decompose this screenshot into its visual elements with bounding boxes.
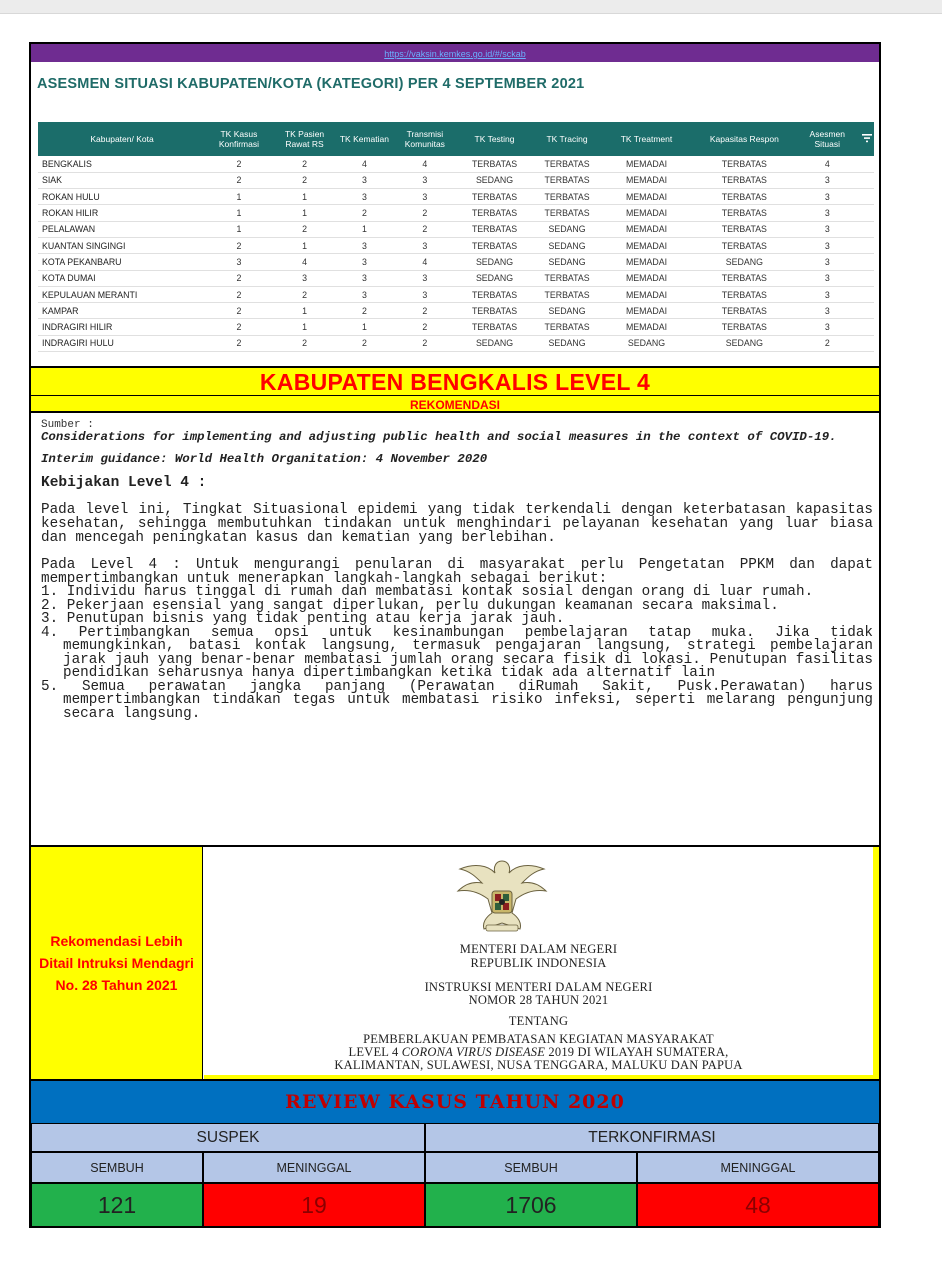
meninggal-label: MENINGGAL bbox=[720, 1160, 796, 1175]
source-title: Considerations for implementing and adjusting public health and social measures in the context of COVID-19. bbox=[41, 430, 837, 444]
doc-line-5: TENTANG bbox=[508, 1014, 569, 1028]
table-cell: TERBATAS bbox=[531, 205, 604, 221]
table-cell: MEMADAI bbox=[603, 286, 689, 302]
table-cell: 2 bbox=[206, 237, 272, 253]
table-cell: MEMADAI bbox=[603, 156, 689, 172]
value: 1706 bbox=[505, 1192, 557, 1218]
table-cell: SEDANG bbox=[690, 335, 799, 351]
assessment-table bbox=[38, 122, 874, 352]
table-cell: 1 bbox=[206, 205, 272, 221]
table-cell: 4 bbox=[391, 254, 458, 270]
table-cell: 3 bbox=[799, 221, 855, 237]
region-name-cell: KAMPAR bbox=[38, 303, 206, 319]
table-cell: TERBATAS bbox=[458, 156, 531, 172]
table-cell: 2 bbox=[272, 286, 338, 302]
table-cell: 2 bbox=[337, 205, 391, 221]
policy-list bbox=[41, 586, 873, 721]
table-cell-pad bbox=[855, 303, 874, 319]
table-cell: 2 bbox=[272, 221, 338, 237]
region-name-cell: KUANTAN SINGINGI bbox=[38, 237, 206, 253]
doc-line-2: REPUBLIK INDONESIA bbox=[470, 956, 607, 970]
table-cell: 3 bbox=[337, 270, 391, 286]
table-cell: MEMADAI bbox=[603, 303, 689, 319]
filter-icon[interactable] bbox=[862, 133, 872, 145]
table-cell: 4 bbox=[391, 156, 458, 172]
top-strip bbox=[0, 0, 942, 14]
doc-line-1: MENTERI DALAM NEGERI bbox=[459, 942, 618, 956]
region-name-cell: ROKAN HILIR bbox=[38, 205, 206, 221]
table-cell-pad bbox=[855, 156, 874, 172]
level-banner-text: KABUPATEN BENGKALIS LEVEL 4 bbox=[259, 369, 651, 395]
table-row bbox=[38, 319, 874, 335]
table-cell: 1 bbox=[272, 303, 338, 319]
review-title: REVIEW KASUS TAHUN 2020 bbox=[285, 1091, 625, 1113]
table-cell: 4 bbox=[272, 254, 338, 270]
table-cell: TERBATAS bbox=[690, 156, 799, 172]
table-cell: 2 bbox=[272, 172, 338, 188]
col-header[interactable]: TK Tracing bbox=[531, 122, 604, 156]
infographic-sheet bbox=[29, 42, 881, 1228]
table-cell: 3 bbox=[337, 189, 391, 205]
suspek-label: SUSPEK bbox=[196, 1128, 260, 1146]
table-cell-pad bbox=[855, 254, 874, 270]
table-cell: TERBATAS bbox=[531, 172, 604, 188]
instruction-label: Rekomendasi Lebih Ditail Intruksi Mendagri No. 28 Tahun 2021 bbox=[39, 933, 194, 993]
table-cell: SEDANG bbox=[531, 221, 604, 237]
table-cell: 2 bbox=[391, 303, 458, 319]
konfirmasi-sembuh-value bbox=[425, 1183, 637, 1228]
table-cell: MEMADAI bbox=[603, 237, 689, 253]
meninggal-label: MENINGGAL bbox=[276, 1160, 352, 1175]
level-banner bbox=[31, 366, 879, 396]
list-item: 5. Semua perawatan jangka panjang (Perawatan diRumah Sakit, Pusk.Perawatan) harus mempertimbangkan tindakan tegas untuk membatasi risiko infeksi, seperti melarang pengunjung secara langsung. bbox=[41, 678, 873, 722]
table-cell-pad bbox=[855, 172, 874, 188]
recommendation-banner bbox=[31, 396, 879, 413]
recommendation-text bbox=[41, 420, 873, 721]
instruction-label-panel bbox=[31, 847, 203, 1079]
table-cell: 3 bbox=[391, 286, 458, 302]
table-cell: 3 bbox=[799, 189, 855, 205]
table-cell: 2 bbox=[272, 156, 338, 172]
table-cell: 2 bbox=[799, 335, 855, 351]
table-cell: 3 bbox=[272, 270, 338, 286]
region-name-cell: INDRAGIRI HULU bbox=[38, 335, 206, 351]
table-cell: 3 bbox=[799, 286, 855, 302]
list-item: 4. Pertimbangkan semua opsi untuk kesinambungan pembelajaran tatap muka. Jika tidak memungkinkan, batasi kontak langsung, termasuk pengajaran langsung, strategi pembelajaran jarak jauh yang benar-benar membatasi jumlah orang secara fisik di lokasi. Penutupan fasilitas pendidikan seharusnya hanya dipertimbangkan ketika tidak ada alternatif lain bbox=[41, 624, 873, 682]
page-title: ASESMEN SITUASI KABUPATEN/KOTA (KATEGORI) PER 4 SEPTEMBER 2021 bbox=[37, 76, 585, 92]
table-cell: MEMADAI bbox=[603, 319, 689, 335]
table-cell: 3 bbox=[799, 205, 855, 221]
suspek-header bbox=[31, 1123, 425, 1152]
table-cell: 2 bbox=[206, 286, 272, 302]
table-cell: 1 bbox=[272, 189, 338, 205]
table-cell: 1 bbox=[272, 205, 338, 221]
review-title-bar bbox=[31, 1079, 879, 1123]
table-cell: 3 bbox=[391, 189, 458, 205]
table-cell: MEMADAI bbox=[603, 221, 689, 237]
table-cell: TERBATAS bbox=[690, 237, 799, 253]
table-cell: 2 bbox=[206, 319, 272, 335]
table-row bbox=[38, 335, 874, 351]
table-cell: TERBATAS bbox=[458, 286, 531, 302]
table-cell: 3 bbox=[391, 270, 458, 286]
table-cell: 2 bbox=[391, 335, 458, 351]
table-row bbox=[38, 172, 874, 188]
col-header[interactable]: Kabupaten/ Kota bbox=[38, 122, 206, 156]
table-cell: TERBATAS bbox=[690, 189, 799, 205]
table-cell: MEMADAI bbox=[603, 172, 689, 188]
table-cell: 1 bbox=[337, 221, 391, 237]
table-cell: 2 bbox=[206, 335, 272, 351]
sembuh-label: SEMBUH bbox=[504, 1160, 558, 1175]
col-header[interactable]: Asesmen Situasi bbox=[799, 122, 855, 156]
konfirmasi-meninggal-value bbox=[637, 1183, 879, 1228]
table-cell: 3 bbox=[337, 254, 391, 270]
table-cell: TERBATAS bbox=[458, 237, 531, 253]
table-cell-pad bbox=[855, 335, 874, 351]
region-name-cell: KOTA PEKANBARU bbox=[38, 254, 206, 270]
policy-paragraph-1: Pada level ini, Tingkat Situasional epidemi yang tidak terkendali dengan keterbatasan kapasitas kesehatan, sehingga membutuhkan tindakan untuk menghindari pelayanan kesehatan yang luar biasa dan mencegah peningkatan kasus dan kematian yang berlebihan. bbox=[41, 502, 873, 547]
table-cell: SEDANG bbox=[603, 335, 689, 351]
table-header-row bbox=[38, 122, 874, 156]
table-cell: TERBATAS bbox=[458, 189, 531, 205]
table-cell: 1 bbox=[272, 237, 338, 253]
table-cell: SEDANG bbox=[690, 254, 799, 270]
region-name-cell: BENGKALIS bbox=[38, 156, 206, 172]
list-item: 3. Penutupan bisnis yang tidak penting atau kerja jarak jauh. bbox=[41, 611, 565, 628]
col-header[interactable]: Kapasitas Respon bbox=[690, 122, 799, 156]
recommendation-label: REKOMENDASI bbox=[409, 398, 500, 412]
table-cell: TERBATAS bbox=[531, 189, 604, 205]
value: 121 bbox=[97, 1192, 137, 1218]
table-cell: 2 bbox=[272, 335, 338, 351]
table-cell: MEMADAI bbox=[603, 205, 689, 221]
suspek-meninggal-value bbox=[203, 1183, 425, 1228]
table-row bbox=[38, 303, 874, 319]
table-cell: 3 bbox=[206, 254, 272, 270]
col-header[interactable]: TK Treatment bbox=[603, 122, 689, 156]
table-cell: MEMADAI bbox=[603, 189, 689, 205]
table-cell-pad bbox=[855, 205, 874, 221]
doc-line-7c: 2019 DI WILAYAH SUMATERA, bbox=[545, 1045, 729, 1059]
value: 19 bbox=[301, 1192, 327, 1218]
doc-line-7a: LEVEL 4 bbox=[348, 1045, 402, 1059]
table-cell: 2 bbox=[206, 156, 272, 172]
konfirmasi-meninggal-header bbox=[637, 1152, 879, 1183]
table-row bbox=[38, 270, 874, 286]
table-cell: TERBATAS bbox=[690, 172, 799, 188]
table-cell: 3 bbox=[391, 237, 458, 253]
doc-line-6: PEMBERLAKUAN PEMBATASAN KEGIATAN MASYARAKAT bbox=[363, 1032, 714, 1046]
table-cell: SEDANG bbox=[531, 303, 604, 319]
table-cell: SEDANG bbox=[458, 335, 531, 351]
list-item: 1. Individu harus tinggal di rumah dan membatasi kontak sosial dengan orang di luar rumah. bbox=[41, 584, 814, 601]
table-cell: MEMADAI bbox=[603, 254, 689, 270]
table-cell: 1 bbox=[272, 319, 338, 335]
table-row bbox=[38, 189, 874, 205]
garuda-emblem-icon bbox=[452, 855, 552, 935]
table-cell: TERBATAS bbox=[458, 205, 531, 221]
region-name-cell: ROKAN HULU bbox=[38, 189, 206, 205]
table-cell: TERBATAS bbox=[690, 319, 799, 335]
table-cell: SEDANG bbox=[531, 335, 604, 351]
col-header[interactable]: TK Kematian bbox=[337, 122, 391, 156]
policy-heading: Kebijakan Level 4 : bbox=[41, 475, 207, 491]
table-cell: 2 bbox=[206, 303, 272, 319]
table-cell: 2 bbox=[206, 270, 272, 286]
col-header[interactable]: TK Pasien Rawat RS bbox=[272, 122, 338, 156]
table-cell-pad bbox=[855, 221, 874, 237]
table-cell: SEDANG bbox=[531, 254, 604, 270]
table-cell: 2 bbox=[391, 205, 458, 221]
table-cell: 4 bbox=[799, 156, 855, 172]
table-cell-pad bbox=[855, 189, 874, 205]
table-cell: 3 bbox=[799, 254, 855, 270]
table-row bbox=[38, 221, 874, 237]
table-cell: SEDANG bbox=[458, 172, 531, 188]
table-cell: 3 bbox=[337, 286, 391, 302]
region-name-cell: KEPULAUAN MERANTI bbox=[38, 286, 206, 302]
table-cell: 3 bbox=[391, 172, 458, 188]
region-name-cell: SIAK bbox=[38, 172, 206, 188]
table-cell: 4 bbox=[337, 156, 391, 172]
table-cell: 1 bbox=[206, 221, 272, 237]
table-cell: TERBATAS bbox=[458, 319, 531, 335]
filter-cell[interactable] bbox=[855, 122, 874, 156]
table-row bbox=[38, 254, 874, 270]
table-cell: 2 bbox=[337, 335, 391, 351]
table-cell-pad bbox=[855, 319, 874, 335]
table-cell: TERBATAS bbox=[690, 221, 799, 237]
table-cell: 2 bbox=[206, 172, 272, 188]
source-link[interactable]: https://vaksin.kemkes.go.id/#/sckab bbox=[384, 49, 526, 59]
col-header[interactable]: TK Testing bbox=[458, 122, 531, 156]
suspek-sembuh-header bbox=[31, 1152, 203, 1183]
doc-line-3: INSTRUKSI MENTERI DALAM NEGERI bbox=[424, 980, 653, 994]
sembuh-label: SEMBUH bbox=[90, 1160, 144, 1175]
suspek-meninggal-header bbox=[203, 1152, 425, 1183]
table-cell: 2 bbox=[391, 319, 458, 335]
table-row bbox=[38, 237, 874, 253]
policy-paragraph-2: Pada Level 4 : Untuk mengurangi penularan di masyarakat perlu Pengetatan PPKM dan dapat mempertimbangkan untuk menerapkan langkah-langkah sebagai berikut: bbox=[41, 556, 873, 587]
terkonfirmasi-header bbox=[425, 1123, 879, 1152]
col-header[interactable]: TK Kasus Konfirmasi bbox=[206, 122, 272, 156]
table-cell: 3 bbox=[799, 270, 855, 286]
table-cell: 3 bbox=[799, 237, 855, 253]
table-cell: TERBATAS bbox=[690, 303, 799, 319]
source-link-bar bbox=[31, 44, 879, 62]
source-label: Sumber : bbox=[41, 419, 94, 431]
table-cell: SEDANG bbox=[531, 237, 604, 253]
suspek-sembuh-value bbox=[31, 1183, 203, 1228]
table-cell: 3 bbox=[337, 237, 391, 253]
table-cell: TERBATAS bbox=[458, 221, 531, 237]
table-body bbox=[38, 156, 874, 352]
table-cell: TERBATAS bbox=[458, 303, 531, 319]
region-name-cell: KOTA DUMAI bbox=[38, 270, 206, 286]
table-row bbox=[38, 156, 874, 172]
value: 48 bbox=[745, 1192, 771, 1218]
table-cell-pad bbox=[855, 270, 874, 286]
table-cell: 3 bbox=[337, 172, 391, 188]
region-name-cell: INDRAGIRI HILIR bbox=[38, 319, 206, 335]
table-cell: 2 bbox=[337, 303, 391, 319]
doc-line-4: NOMOR 28 TAHUN 2021 bbox=[468, 993, 609, 1007]
doc-line-7b: CORONA VIRUS DISEASE bbox=[401, 1045, 546, 1059]
table-cell-pad bbox=[855, 237, 874, 253]
table-cell: 1 bbox=[206, 189, 272, 205]
table-cell: 1 bbox=[337, 319, 391, 335]
source-guidance: Interim guidance: World Health Organitation: 4 November 2020 bbox=[41, 451, 488, 466]
table-cell: TERBATAS bbox=[690, 205, 799, 221]
table-cell: MEMADAI bbox=[603, 270, 689, 286]
table-cell: 3 bbox=[799, 172, 855, 188]
doc-line-8: KALIMANTAN, SULAWESI, NUSA TENGGARA, MALUKU DAN PAPUA bbox=[334, 1058, 743, 1072]
table-cell: TERBATAS bbox=[690, 270, 799, 286]
table-cell: 2 bbox=[391, 221, 458, 237]
table-row bbox=[38, 286, 874, 302]
table-cell: TERBATAS bbox=[531, 156, 604, 172]
table-cell: TERBATAS bbox=[531, 319, 604, 335]
table-cell: 3 bbox=[799, 319, 855, 335]
table-cell: SEDANG bbox=[458, 254, 531, 270]
table-row bbox=[38, 205, 874, 221]
table-cell-pad bbox=[855, 286, 874, 302]
instruction-document bbox=[204, 847, 879, 1079]
list-item: 2. Pekerjaan esensial yang sangat diperlukan, perlu dukungan keamanan secara maksimal. bbox=[41, 597, 779, 614]
table-cell: 3 bbox=[799, 303, 855, 319]
table-cell: SEDANG bbox=[458, 270, 531, 286]
region-name-cell: PELALAWAN bbox=[38, 221, 206, 237]
terkonfirmasi-label: TERKONFIRMASI bbox=[588, 1128, 716, 1146]
col-header[interactable]: Transmisi Komunitas bbox=[391, 122, 458, 156]
table-cell: TERBATAS bbox=[690, 286, 799, 302]
table-cell: TERBATAS bbox=[531, 270, 604, 286]
table-cell: TERBATAS bbox=[531, 286, 604, 302]
konfirmasi-sembuh-header bbox=[425, 1152, 637, 1183]
